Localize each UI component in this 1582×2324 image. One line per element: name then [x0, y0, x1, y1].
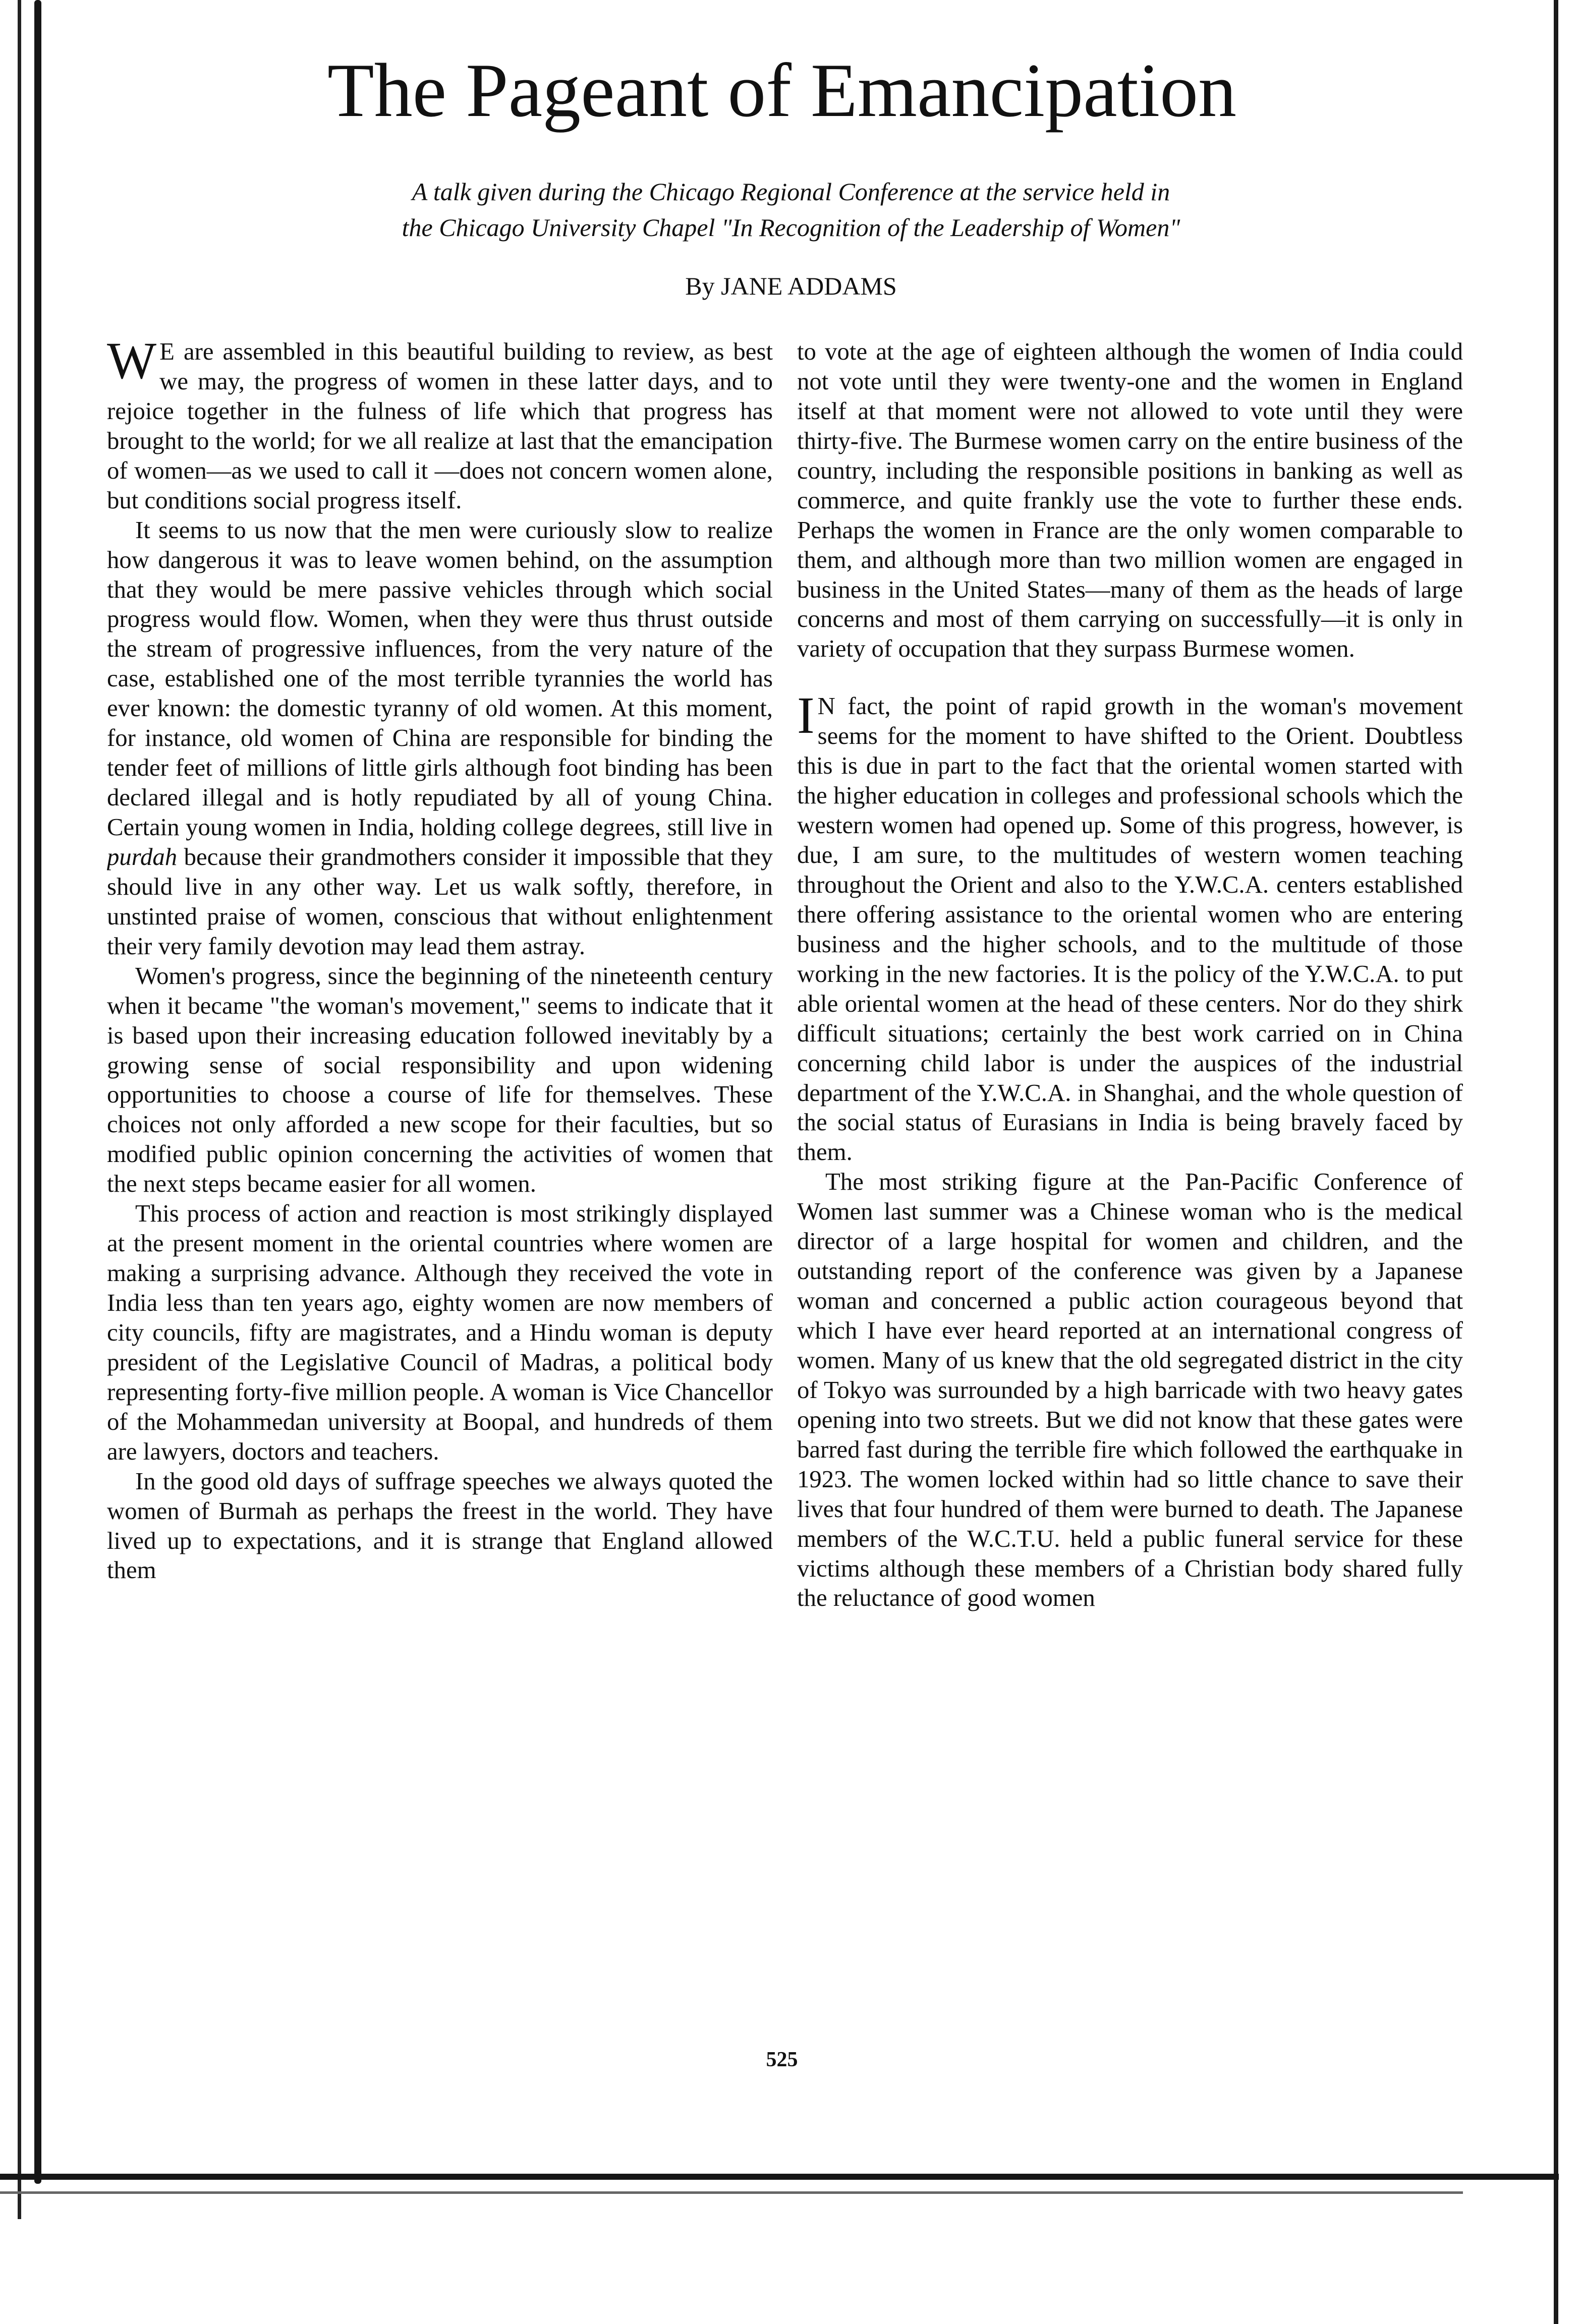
paragraph — [107, 515, 773, 961]
paragraph-text: It seems to us now that the men were curiously slow to realize how dangerous it was to leave women behind, on the assumption that they would be mere passive vehicles through which social progress would flow. Women, when they were thus thrust outside the stream of progressive influences, from the very nature of the case, established one of the most terrible tyrannies the world has ever known: the domestic tyranny of old women. At this moment, for instance, old women of China are responsible for binding the tender feet of millions of little girls although foot binding has been declared illegal and is hotly repudiated by all of young China. Certain young women in India, holding college degrees, still live in — [107, 516, 773, 841]
paragraph: Women's progress, since the beginning of the nineteenth century when it became "the woman's movement," seems to indicate that it is based upon their increasing education followed inevitably by a growing sense of social responsibility and upon widening opportunities to choose a course of life for themselves. These choices not only afforded a new scope for their faculties, but so modified public opinion concerning the activities of women that the next steps became easier for all women. — [107, 962, 773, 1198]
paragraph-text: N fact, the point of rapid growth in the woman's movement seems for the moment to have shifted to the Orient. Doubtless this is due in part to the fact that the oriental women started with the higher education in colleges and professional schools which the western women had opened up. Some of this progress, however, is due, I am sure, to the multitudes of western women teaching throughout the Orient and also to the Y.W.C.A. centers established there offering assistance to the oriental women who are entering business and the higher schools, and to the multitude of those working in the new factories. It is the policy of the Y.W.C.A. to put able oriental women at the head of these centers. Nor do they shirk difficult situations; certainly the best work carried on in China concerning child labor is under the auspices of the industrial department of the Y.W.C.A. in Shanghai, and the whole question of the social status of Eurasians in India is being bravely faced by them. — [797, 692, 1463, 1166]
paragraph: The most striking figure at the Pan-Pacific Conference of Women last summer was a Chinese woman who is the medical director of a large hospital for women and children, and the outstanding report of the conference was given by a Japanese woman and concerned a public action courageous beyond that which I have ever heard reported at an international congress of women. Many of us knew that the old segregated district in the city of Tokyo was surrounded by a high barricade with two heavy gates opening into two streets. But we did not know that these gates were barred fast during the terrible fire which followed the earthquake in 1923. The women locked within had so little chance to save their lives that four hundred of them were burned to death. The Japanese members of the W.C.T.U. held a public funeral service for these victims although these members of a Christian body shared fully the reluctance of good women — [797, 1168, 1463, 1612]
italic-term: purdah — [107, 843, 178, 870]
page-edge-bottom-shadow — [0, 2191, 1463, 2194]
drop-cap: W — [107, 337, 157, 390]
paragraph-text: E are assembled in this beautiful building to review, as best we may, the progress of women in these latter days, and to rejoice together in the fulness of life which that progress has brought to the world; for we all realize at last that the emancipation of women—as we used to call it —does not concern women alone, but conditions social progress itself. — [107, 338, 773, 514]
right-column — [797, 337, 1463, 2052]
binding-edge — [34, 0, 41, 2184]
paragraph: This process of action and reaction is most strikingly displayed at the present moment in the oriental countries where women are making a surprising advance. Although they received the vote in India less than ten years ago, eighty women are now members of city councils, fifty are magistrates, and a Hindu woman is deputy president of the Legislative Council of Madras, a political body representing forty-five million people. A woman is Vice Chancellor of the Mohammedan university at Boopal, and hundreds of them are lawyers, doctors and teachers. — [107, 1200, 773, 1465]
paragraph — [797, 686, 1463, 1167]
paragraph — [107, 337, 773, 515]
left-column — [107, 337, 773, 2052]
subtitle-line: A talk given during the Chicago Regional Conference at the service held in — [412, 178, 1170, 206]
paragraph: to vote at the age of eighteen although the women of India could not vote until they were twenty-one and the women in England itself at that moment were not allowed to vote until they were thirty-five. The Burmese women carry on the entire business of the country, including the responsible positions in banking as well as commerce, and quite frankly use the vote to further these ends. Perhaps the women in France are the only women comparable to them, and although more than two million women are engaged in business in the United States—many of them as the heads of large concerns and most of them carrying on successfully—it is only in variety of occupation that they surpass Burmese women. — [797, 338, 1463, 663]
page-edge-right — [1554, 0, 1558, 2324]
page-number: 525 — [766, 2048, 798, 2071]
paragraph: In the good old days of suffrage speeches we always quoted the women of Burmah as perhaps the freest in the world. They have lived up to expectations, and it is strange that England allowed them — [107, 1467, 773, 1584]
article-title: The Pageant of Emancipation — [327, 48, 1237, 133]
page-edge-bottom — [0, 2174, 1559, 2180]
byline: By JANE ADDAMS — [685, 272, 897, 300]
article-subtitle — [202, 174, 1380, 246]
subtitle-line: the Chicago University Chapel "In Recognition of the Leadership of Women" — [402, 213, 1180, 242]
scan-edge-shadow — [18, 0, 21, 2219]
scan-margin — [0, 0, 25, 2324]
paragraph-text: because their grandmothers consider it impossible that they should live in any other way. Let us walk softly, therefore, in unstinted praise of women, conscious that without enlightenment their very family devotion may lead them astray. — [107, 843, 773, 960]
drop-cap: I — [797, 686, 815, 745]
